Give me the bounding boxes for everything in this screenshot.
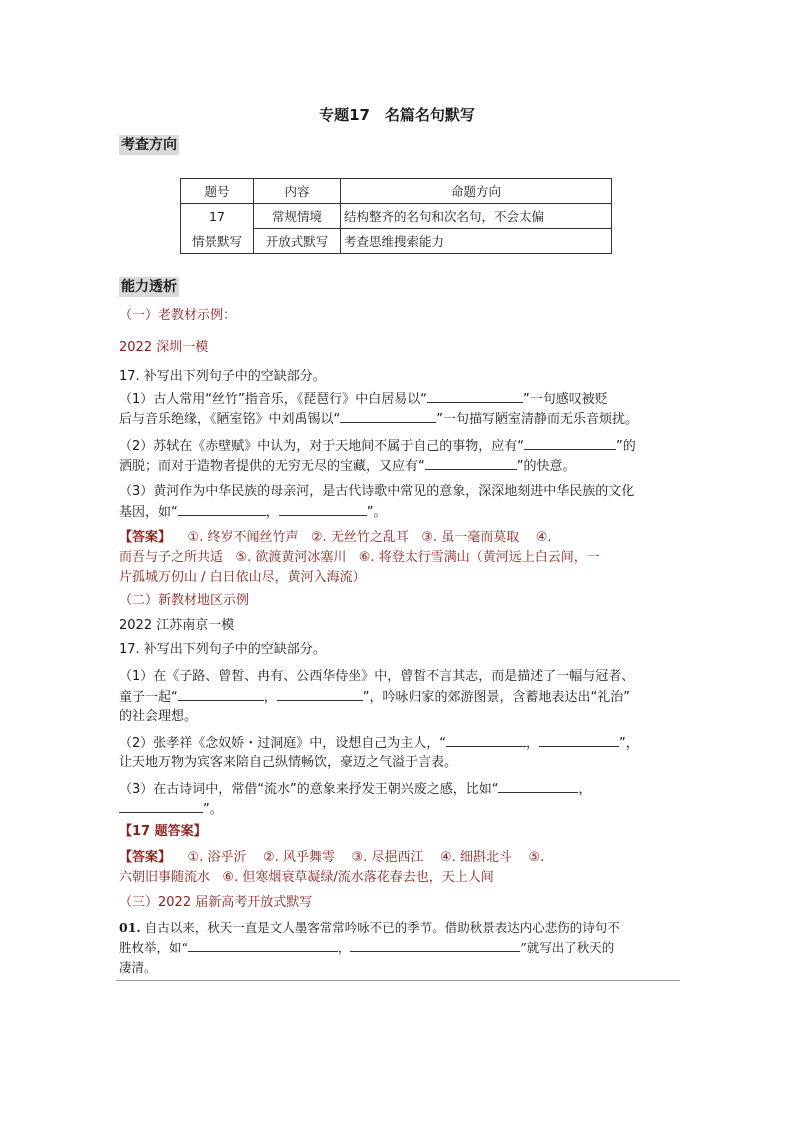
table-cell: 情景默写 <box>181 229 254 254</box>
part1-q2-line1 <box>119 436 679 457</box>
answer-blank <box>178 502 266 516</box>
answer-number: ②. <box>310 530 327 545</box>
answer-number: ⑤. <box>528 850 545 865</box>
answer-number: ④. <box>440 850 456 865</box>
answer-number: ⑥. <box>358 550 375 565</box>
text-segment: ， <box>578 782 592 797</box>
text-segment: ， <box>337 940 351 955</box>
answer-text: 终岁不闻丝竹声 <box>207 530 299 545</box>
part2-answer-line1 <box>119 848 679 868</box>
answer-text: 浴乎沂 <box>207 850 247 865</box>
part2-q1-line2 <box>119 687 679 708</box>
divider <box>116 980 680 981</box>
table-header-cell: 题号 <box>181 179 254 204</box>
text-segment: ”。 <box>366 505 387 520</box>
answer-blank <box>498 779 578 793</box>
part2-source: 2022 江苏南京一模 <box>119 618 235 633</box>
answer-text: 而吾与子之所共适 <box>119 550 224 565</box>
table-cell: 常规情境 <box>254 204 341 229</box>
text-segment: 胜枚举，如“ <box>119 940 188 955</box>
part3-q1-line1 <box>119 918 679 938</box>
answer-number: ①. <box>187 530 204 545</box>
answer-blank <box>277 687 363 701</box>
answer-number: ④. <box>535 530 552 545</box>
part1-answer-line1 <box>119 528 679 548</box>
answer-number: ①. <box>187 850 204 865</box>
table-header-cell: 命题方向 <box>341 179 612 204</box>
text-segment: （2）张孝祥《念奴娇・过洞庭》中，设想自己为主人，“ <box>119 736 447 751</box>
answer-blank <box>188 938 338 952</box>
answer-blank <box>427 389 523 403</box>
table-cell: 17 <box>181 204 254 229</box>
answer-blank <box>350 938 520 952</box>
text-segment: 基因，如“ <box>119 505 178 520</box>
part2-q1-line3: 的社会理想。 <box>119 709 198 724</box>
part2-q3-line2 <box>119 799 679 820</box>
text-segment: 自古以来，秋天一直是文人墨客常常吟咏不已的季节。借助秋景表达内心悲伤的诗句不 <box>144 920 620 935</box>
part2-question-intro: 17. 补写出下列句子中的空缺部分。 <box>119 642 326 657</box>
part2-q1-line1: （1）在《子路、曾皙、冉有、公西华侍坐》中，曾皙不言其志，而是描述了一幅与冠者、 <box>119 669 635 684</box>
answer-text: 细斟北斗 <box>459 850 512 865</box>
text-segment: ”一句感叹被贬 <box>522 392 608 407</box>
answer-text: 六朝旧事随流水 <box>119 870 211 885</box>
table-header-cell: 内容 <box>254 179 341 204</box>
part1-answer-line2 <box>119 548 679 568</box>
part2-answer-line2 <box>119 868 679 888</box>
answer-number: ②. <box>263 850 279 865</box>
answer-number: ⑥. <box>222 870 239 885</box>
text-segment: ”就写出了秋天的 <box>520 940 615 955</box>
table-row <box>181 204 612 229</box>
answer-text: 欲渡黄河冰塞川 <box>255 550 347 565</box>
text-segment: 洒脱；而对于造物者提供的无穷无尽的宝藏，又应有“ <box>119 459 425 474</box>
part3-heading: （三）2022 届新高考开放式默写 <box>119 895 313 910</box>
part1-q1-line1 <box>119 389 679 410</box>
answer-label: 【答案】 <box>119 530 172 545</box>
part1-q2-line2 <box>119 456 679 477</box>
part1-q3-line2 <box>119 502 679 523</box>
part1-question-intro: 17. 补写出下列句子中的空缺部分。 <box>119 369 326 384</box>
section-heading-ability: 能力透析 <box>121 279 177 295</box>
text-segment: ”的快意。 <box>516 459 576 474</box>
part2-q2-line1 <box>119 733 679 754</box>
question-number: 01. <box>119 920 141 935</box>
answer-blank <box>119 799 203 813</box>
answer-blank <box>340 409 436 423</box>
answer-blank <box>446 733 526 747</box>
answer-text: 但寒烟衰草凝绿/流水落花春去也，天上人间 <box>242 870 494 885</box>
text-segment: ， <box>263 690 277 705</box>
text-segment: ”，吟咏归家的郊游图景，含蓄地表达出“礼治” <box>362 690 630 705</box>
answer-text: 无丝竹之乱耳 <box>330 530 409 545</box>
part1-q3-line1: （3）黄河作为中华民族的母亲河，是古代诗歌中常见的意象，深深地刻进中华民族的文化 <box>119 484 635 499</box>
text-segment: ， <box>265 505 279 520</box>
text-segment: ”一句描写陋室清静而无乐音烦扰。 <box>436 412 638 427</box>
text-segment: ”。 <box>203 802 223 817</box>
answer-blank <box>178 687 264 701</box>
answer-text: 尽挹西江 <box>371 850 424 865</box>
text-segment: 后与音乐绝缘，《陋室铭》中刘禹锡以“ <box>119 412 341 427</box>
answer-blank <box>425 456 517 470</box>
table-row <box>181 229 612 254</box>
part1-heading: （一）老教材示例： <box>119 308 237 323</box>
answer-text: 虽一毫而莫取 <box>441 530 520 545</box>
page-title: 专题17 名篇名句默写 <box>319 106 475 124</box>
answer-number: ⑤. <box>235 550 252 565</box>
answer-blank <box>539 733 619 747</box>
text-segment: 童子一起“ <box>119 690 178 705</box>
table-cell: 结构整齐的名句和次名句，不会太偏 <box>341 204 612 229</box>
answer-text: 将登太行雪满山（黄河远上白云间，一 <box>378 550 600 565</box>
part1-source: 2022 深圳一模 <box>119 340 209 355</box>
answer-label: 【答案】 <box>119 850 172 865</box>
part3-q1-line2 <box>119 938 679 958</box>
part1-q1-line2 <box>119 409 679 430</box>
section-heading-direction: 考查方向 <box>121 137 177 153</box>
text-segment: （3）在古诗词中，常借“流水”的意象来抒发王朝兴废之感，比如“ <box>119 782 499 797</box>
part2-answer-heading: 【17 题答案】 <box>119 824 207 839</box>
answer-text: 风乎舞雩 <box>282 850 335 865</box>
answer-blank <box>279 502 367 516</box>
part2-heading: （二）新教材地区示例 <box>119 593 250 608</box>
text-segment: （1）古人常用“丝竹”指音乐，《琵琶行》中白居易以“ <box>119 392 427 407</box>
part2-q3-line1 <box>119 779 679 800</box>
part2-q2-line2: 让天地万物为宾客来陪自己纵情畅饮，豪迈之气溢于言表。 <box>119 755 458 770</box>
answer-number: ③. <box>421 530 438 545</box>
text-segment: （2）苏轼在《赤壁赋》中认为，对于天地间不属于自己的事物，应有“ <box>119 439 525 454</box>
text-segment: ”， <box>619 736 639 751</box>
part1-answer-line3: 片孤城万仞山 / 白日依山尽，黄河入海流） <box>119 570 366 585</box>
answer-number: ③. <box>351 850 368 865</box>
table-cell: 考查思维搜索能力 <box>341 229 612 254</box>
table-cell: 开放式默写 <box>254 229 341 254</box>
direction-table <box>180 178 612 254</box>
text-segment: ”的 <box>616 439 636 454</box>
answer-blank <box>524 436 616 450</box>
part3-q1-line3: 凄清。 <box>119 960 157 975</box>
table-header-row <box>181 179 612 204</box>
text-segment: ， <box>526 736 540 751</box>
